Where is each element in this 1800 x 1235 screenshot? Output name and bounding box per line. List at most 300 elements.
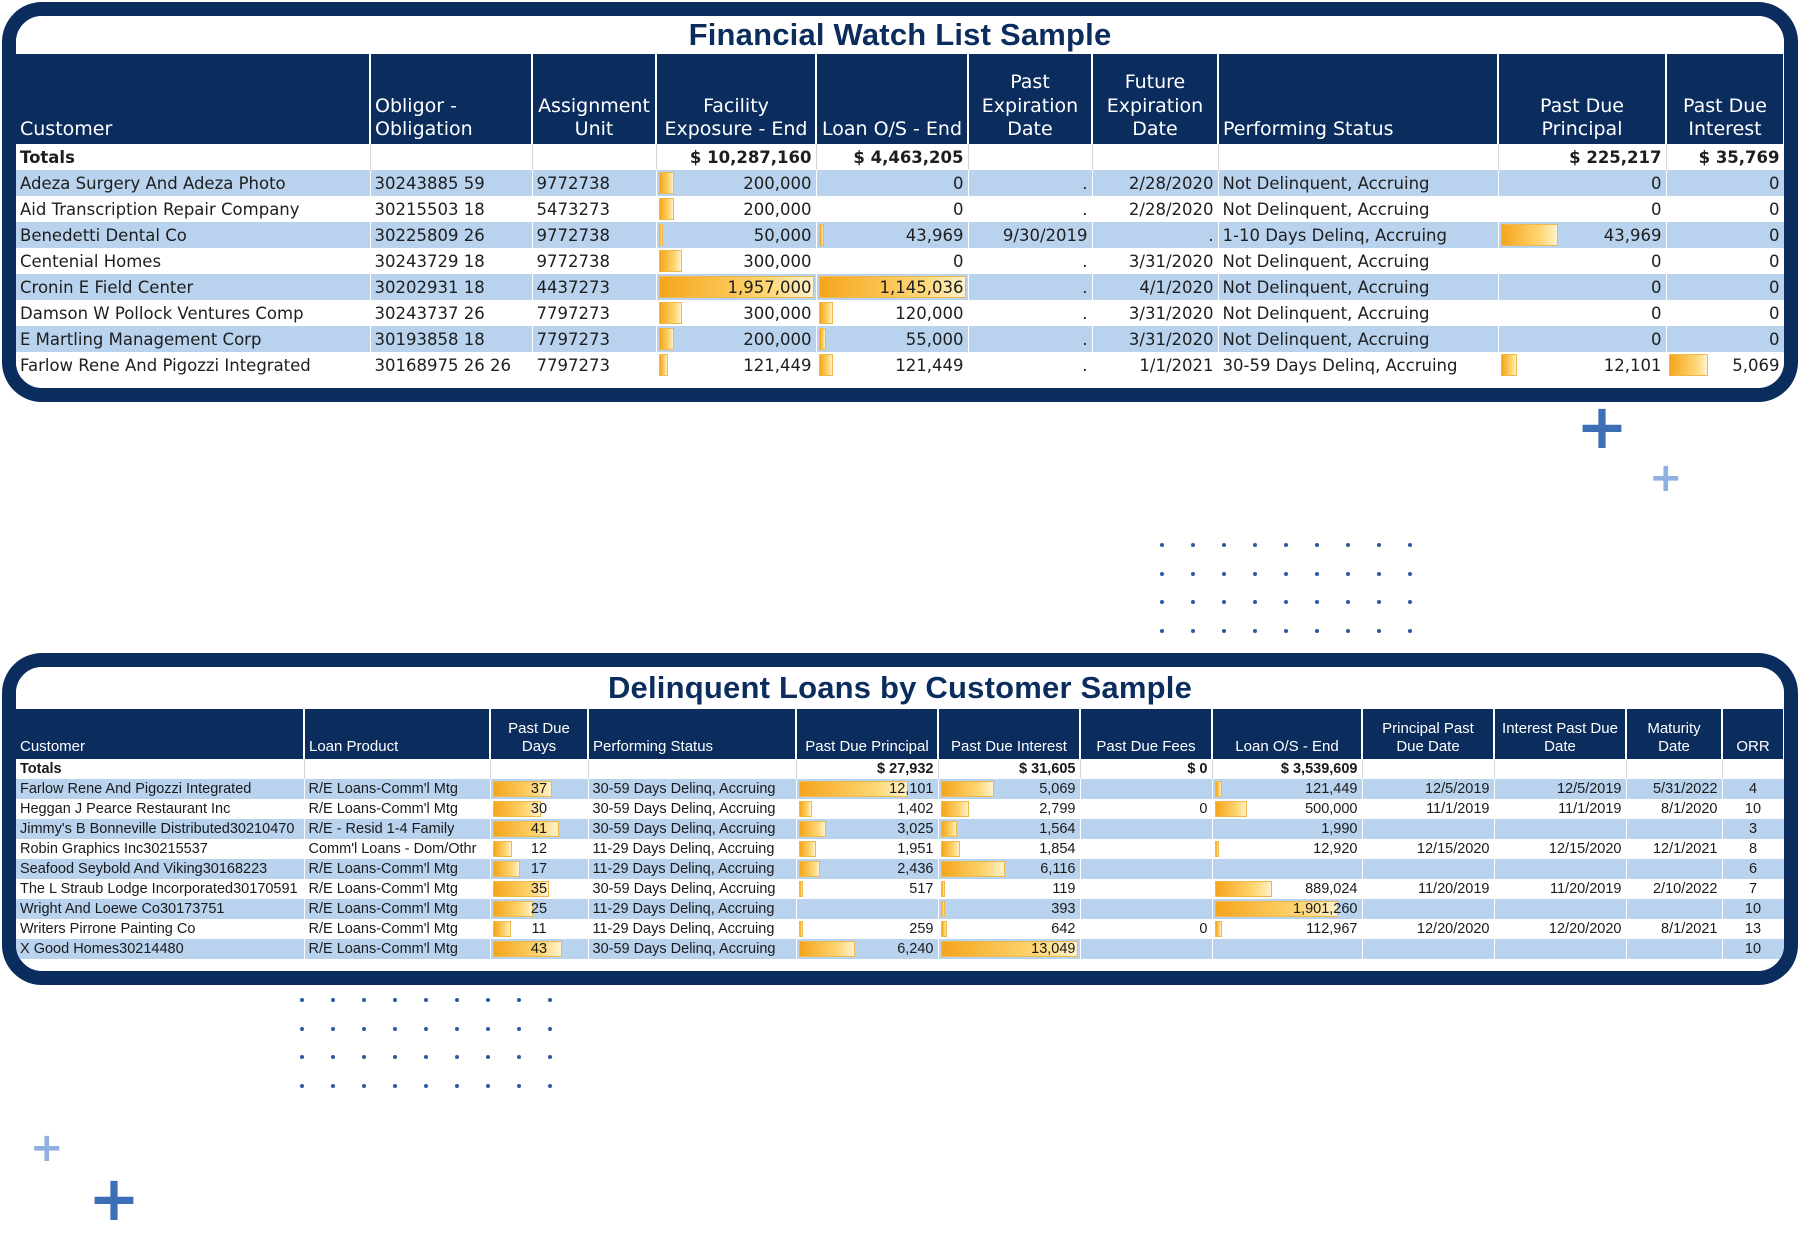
past-expiration-cell <box>968 170 1092 196</box>
loan-cell <box>1212 859 1362 879</box>
obligor-cell <box>370 196 532 222</box>
dot <box>548 1084 552 1088</box>
customer-cell-value: Cronin E Field Center <box>20 277 194 297</box>
status-cell <box>588 919 796 939</box>
col-past-expiration[interactable]: Past Expiration Date <box>968 54 1092 144</box>
customer-cell-value: Farlow Rene And Pigozzi Integrated <box>20 355 311 375</box>
table-row[interactable] <box>16 939 1784 959</box>
past-expiration-cell <box>968 248 1092 274</box>
data-bar <box>659 172 675 194</box>
days-cell <box>490 779 588 799</box>
unit-cell <box>532 326 656 352</box>
customer-cell-value: E Martling Management Corp <box>20 329 262 349</box>
data-bar <box>941 841 960 857</box>
status-cell-value: 11-29 Days Delinq, Accruing <box>592 861 775 877</box>
interest-date-cell <box>1494 799 1626 819</box>
status-cell-value: Not Delinquent, Accruing <box>1222 199 1430 219</box>
dot <box>1160 600 1164 604</box>
dot <box>1222 629 1226 633</box>
dot <box>1346 572 1350 576</box>
dot <box>1191 543 1195 547</box>
obligor-cell-value: 30225809 26 <box>374 225 485 245</box>
orr-cell-value: 4 <box>1748 781 1758 797</box>
data-bar <box>659 250 682 272</box>
interest-cell-value: 642 <box>1051 921 1076 937</box>
data-bar <box>1501 224 1558 246</box>
loan-cell <box>816 300 968 326</box>
unit-cell <box>532 300 656 326</box>
total-past-due-principal: $ 225,217 <box>1498 144 1666 170</box>
col-performing-status[interactable]: Performing Status <box>588 709 796 759</box>
fees-cell-value: 0 <box>1199 801 1208 817</box>
interest-cell-value: 0 <box>1769 329 1780 349</box>
principal-date-cell <box>1362 819 1494 839</box>
obligor-cell <box>370 222 532 248</box>
loan-cell <box>816 222 968 248</box>
future-expiration-cell <box>1092 196 1218 222</box>
data-bar <box>799 841 817 857</box>
table-row[interactable] <box>16 248 1784 274</box>
dot <box>1222 543 1226 547</box>
col-past-due-principal[interactable]: Past Due Principal <box>796 709 938 759</box>
interest-cell-value: 1,564 <box>1039 821 1076 837</box>
col-future-expiration[interactable]: Future Expiration Date <box>1092 54 1218 144</box>
col-loan-os[interactable]: Loan O/S - End <box>816 54 968 144</box>
interest-cell <box>938 839 1080 859</box>
customer-cell <box>16 196 370 222</box>
dot <box>1315 629 1319 633</box>
col-past-due-interest[interactable]: Past Due Interest <box>938 709 1080 759</box>
table-row[interactable] <box>16 779 1784 799</box>
table-row[interactable] <box>16 352 1784 378</box>
dot <box>1191 572 1195 576</box>
obligor-cell <box>370 352 532 378</box>
dot <box>1160 629 1164 633</box>
loan-cell-value: 43,969 <box>905 225 964 245</box>
obligor-cell <box>370 248 532 274</box>
col-facility-exposure[interactable]: Facility Exposure - End <box>656 54 816 144</box>
status-cell <box>588 819 796 839</box>
data-bar <box>493 821 559 837</box>
table-row[interactable] <box>16 274 1784 300</box>
future-expiration-cell <box>1092 274 1218 300</box>
loan-cell-value: 12,920 <box>1313 841 1358 857</box>
status-cell-value: 11-29 Days Delinq, Accruing <box>592 841 775 857</box>
interest-cell-value: 0 <box>1769 277 1780 297</box>
days-cell <box>490 799 588 819</box>
principal-cell-value: 0 <box>1651 277 1662 297</box>
principal-cell <box>1498 248 1666 274</box>
principal-date-cell-value: 11/20/2019 <box>1418 881 1490 897</box>
status-cell <box>1218 274 1498 300</box>
col-past-due-interest[interactable]: Past Due Interest <box>1666 54 1784 144</box>
dot <box>548 998 552 1002</box>
dot <box>393 1055 397 1059</box>
principal-cell-value: 3,025 <box>897 821 934 837</box>
future-expiration-cell <box>1092 352 1218 378</box>
data-bar <box>941 861 1005 877</box>
product-cell <box>304 879 490 899</box>
status-cell <box>1218 248 1498 274</box>
plus-decoration-icon: + <box>88 1162 140 1235</box>
col-maturity-date[interactable]: Maturity Date <box>1626 709 1722 759</box>
col-orr[interactable]: ORR <box>1722 709 1784 759</box>
principal-cell <box>796 859 938 879</box>
col-past-due-days[interactable]: Past Due Days <box>490 709 588 759</box>
customer-cell-value: Aid Transcription Repair Company <box>20 199 300 219</box>
facility-cell <box>656 326 816 352</box>
data-bar <box>941 801 970 817</box>
table-row[interactable] <box>16 879 1784 899</box>
loan-cell-value: 121,449 <box>1305 781 1358 797</box>
principal-cell <box>796 879 938 899</box>
product-cell <box>304 899 490 919</box>
customer-cell <box>16 222 370 248</box>
customer-cell-value: Seafood Seybold And Viking30168223 <box>20 861 268 877</box>
orr-cell-value: 7 <box>1748 881 1758 897</box>
obligor-cell-value: 30168975 26 26 <box>374 355 511 375</box>
loan-cell-value: 1,145,036 <box>879 277 964 297</box>
data-bar <box>1215 921 1222 937</box>
orr-cell <box>1722 939 1784 959</box>
data-bar <box>799 941 856 957</box>
table-row[interactable] <box>16 819 1784 839</box>
days-cell-value: 30 <box>530 801 548 817</box>
loan-cell <box>816 274 968 300</box>
data-bar <box>493 941 563 957</box>
product-cell-value: R/E Loans-Comm'l Mtg <box>308 801 458 817</box>
principal-cell-value: 259 <box>909 921 934 937</box>
status-cell <box>588 899 796 919</box>
data-bar <box>941 881 945 897</box>
principal-cell-value: 12,101 <box>889 781 934 797</box>
data-bar <box>941 921 948 937</box>
product-cell <box>304 859 490 879</box>
dot <box>1377 543 1381 547</box>
orr-cell <box>1722 839 1784 859</box>
dot <box>424 1084 428 1088</box>
table-row[interactable] <box>16 859 1784 879</box>
days-cell-value: 11 <box>531 921 547 937</box>
future-expiration-cell-value: 2/28/2020 <box>1128 173 1214 193</box>
loan-cell-value: 1,990 <box>1321 821 1358 837</box>
status-cell-value: 30-59 Days Delinq, Accruing <box>592 781 776 797</box>
dot <box>1346 629 1350 633</box>
customer-cell-value: Centenial Homes <box>20 251 162 271</box>
principal-cell <box>1498 222 1666 248</box>
delinquent-loans-panel <box>2 653 1798 985</box>
obligor-cell-value: 30215503 18 <box>374 199 485 219</box>
dot <box>1377 600 1381 604</box>
principal-date-cell <box>1362 879 1494 899</box>
data-bar <box>819 354 834 376</box>
past-expiration-cell-value: . <box>1082 329 1088 349</box>
obligor-cell <box>370 274 532 300</box>
unit-cell-value: 9772738 <box>536 225 610 245</box>
dot <box>1315 543 1319 547</box>
table-row[interactable] <box>16 222 1784 248</box>
dot <box>1408 600 1412 604</box>
table-row[interactable] <box>16 300 1784 326</box>
customer-cell-value: Adeza Surgery And Adeza Photo <box>20 173 286 193</box>
maturity-cell <box>1626 779 1722 799</box>
past-expiration-cell <box>968 222 1092 248</box>
product-cell-value: R/E Loans-Comm'l Mtg <box>308 861 458 877</box>
obligor-cell-value: 30243737 26 <box>374 303 485 323</box>
dot <box>1408 629 1412 633</box>
obligor-cell-value: 30202931 18 <box>374 277 485 297</box>
principal-cell <box>796 899 938 919</box>
days-cell <box>490 839 588 859</box>
dot <box>548 1055 552 1059</box>
loan-cell <box>1212 799 1362 819</box>
data-bar <box>1669 354 1709 376</box>
status-cell <box>588 779 796 799</box>
dot <box>1253 629 1257 633</box>
maturity-cell-value: 5/31/2022 <box>1652 781 1718 797</box>
loan-cell <box>1212 879 1362 899</box>
principal-cell-value: 12,101 <box>1603 355 1662 375</box>
total-past-due-fees: $ 0 <box>1080 759 1212 779</box>
dot <box>393 998 397 1002</box>
principal-cell <box>796 919 938 939</box>
interest-date-cell <box>1494 879 1626 899</box>
col-assignment-unit[interactable]: Assignment Unit <box>532 54 656 144</box>
status-cell-value: Not Delinquent, Accruing <box>1222 303 1430 323</box>
orr-cell-value: 10 <box>1744 801 1762 817</box>
interest-date-cell <box>1494 919 1626 939</box>
maturity-cell <box>1626 799 1722 819</box>
loan-cell-value: 120,000 <box>895 303 964 323</box>
customer-cell-value: Jimmy's B Bonneville Distributed30210470 <box>20 821 295 837</box>
col-past-due-principal[interactable]: Past Due Principal <box>1498 54 1666 144</box>
maturity-cell <box>1626 839 1722 859</box>
data-bar <box>1501 354 1517 376</box>
table-row[interactable] <box>16 326 1784 352</box>
principal-cell <box>796 799 938 819</box>
customer-cell <box>16 839 304 859</box>
dot <box>1191 600 1195 604</box>
customer-cell <box>16 274 370 300</box>
principal-cell-value: 6,240 <box>897 941 934 957</box>
facility-cell-value: 121,449 <box>743 355 812 375</box>
status-cell-value: 11-29 Days Delinq, Accruing <box>592 901 775 917</box>
customer-cell <box>16 919 304 939</box>
maturity-cell-value: 8/1/2021 <box>1661 921 1718 937</box>
data-bar <box>799 801 812 817</box>
table-row[interactable] <box>16 799 1784 819</box>
customer-cell <box>16 899 304 919</box>
future-expiration-cell <box>1092 170 1218 196</box>
interest-cell-value: 393 <box>1051 901 1076 917</box>
principal-cell-value: 43,969 <box>1603 225 1662 245</box>
data-bar <box>941 901 945 917</box>
data-bar <box>659 328 675 350</box>
future-expiration-cell-value: 3/31/2020 <box>1128 251 1214 271</box>
orr-cell <box>1722 859 1784 879</box>
future-expiration-cell-value: . <box>1208 225 1214 245</box>
principal-date-cell <box>1362 939 1494 959</box>
past-expiration-cell-value: . <box>1082 355 1088 375</box>
orr-cell-value: 10 <box>1744 901 1762 917</box>
principal-date-cell <box>1362 919 1494 939</box>
total-loan-os: $ 3,539,609 <box>1212 759 1362 779</box>
principal-cell <box>796 839 938 859</box>
status-cell <box>588 939 796 959</box>
past-expiration-cell-value: . <box>1082 251 1088 271</box>
interest-date-cell-value: 12/5/2019 <box>1556 781 1622 797</box>
dot <box>455 1084 459 1088</box>
loan-cell-value: 889,024 <box>1305 881 1358 897</box>
principal-cell <box>1498 170 1666 196</box>
status-cell <box>1218 352 1498 378</box>
obligor-cell-value: 30193858 18 <box>374 329 485 349</box>
plus-decoration-icon: + <box>1576 390 1628 463</box>
data-bar <box>941 781 994 797</box>
interest-date-cell <box>1494 819 1626 839</box>
dot <box>517 998 521 1002</box>
days-cell-value: 12 <box>530 841 548 857</box>
dot <box>300 1084 304 1088</box>
interest-cell <box>938 779 1080 799</box>
interest-cell-value: 0 <box>1769 251 1780 271</box>
interest-cell-value: 1,854 <box>1039 841 1076 857</box>
facility-cell <box>656 248 816 274</box>
interest-cell <box>1666 300 1784 326</box>
future-expiration-cell-value: 3/31/2020 <box>1128 303 1214 323</box>
future-expiration-cell <box>1092 222 1218 248</box>
dot <box>300 1027 304 1031</box>
col-past-due-fees[interactable]: Past Due Fees <box>1080 709 1212 759</box>
col-customer[interactable]: Customer <box>16 54 370 144</box>
header-row <box>16 709 1784 759</box>
orr-cell-value: 8 <box>1748 841 1758 857</box>
past-expiration-cell <box>968 274 1092 300</box>
interest-cell <box>1666 248 1784 274</box>
data-bar <box>1215 801 1247 817</box>
interest-date-cell <box>1494 859 1626 879</box>
product-cell-value: R/E Loans-Comm'l Mtg <box>308 881 458 897</box>
past-expiration-cell-value: 9/30/2019 <box>1002 225 1088 245</box>
status-cell-value: 1-10 Days Delinq, Accruing <box>1222 225 1447 245</box>
customer-cell-value: Damson W Pollock Ventures Comp <box>20 303 304 323</box>
fees-cell <box>1080 859 1212 879</box>
customer-cell-value: Heggan J Pearce Restaurant Inc <box>20 801 231 817</box>
interest-cell <box>1666 222 1784 248</box>
loan-cell <box>1212 779 1362 799</box>
dot <box>1222 572 1226 576</box>
obligor-cell <box>370 170 532 196</box>
unit-cell-value: 7797273 <box>536 303 610 323</box>
data-bar <box>1215 841 1219 857</box>
table-row[interactable] <box>16 196 1784 222</box>
fees-cell <box>1080 879 1212 899</box>
unit-cell <box>532 170 656 196</box>
col-principal-past-due-date[interactable]: Principal Past Due Date <box>1362 709 1494 759</box>
dot <box>1284 572 1288 576</box>
dot <box>1253 572 1257 576</box>
col-interest-past-due-date[interactable]: Interest Past Due Date <box>1494 709 1626 759</box>
maturity-cell <box>1626 819 1722 839</box>
facility-cell <box>656 300 816 326</box>
loan-cell-value: 121,449 <box>895 355 964 375</box>
dot-grid-decoration <box>300 998 554 1090</box>
col-performing-status[interactable]: Performing Status <box>1218 54 1498 144</box>
col-obligor[interactable]: Obligor - Obligation <box>370 54 532 144</box>
table-row[interactable] <box>16 839 1784 859</box>
product-cell-value: R/E Loans-Comm'l Mtg <box>308 781 458 797</box>
facility-cell-value: 200,000 <box>743 329 812 349</box>
customer-cell <box>16 939 304 959</box>
status-cell-value: 30-59 Days Delinq, Accruing <box>592 821 776 837</box>
unit-cell <box>532 222 656 248</box>
customer-cell <box>16 352 370 378</box>
dot <box>1284 600 1288 604</box>
dot <box>300 998 304 1002</box>
dot <box>1284 543 1288 547</box>
days-cell <box>490 859 588 879</box>
interest-cell <box>938 859 1080 879</box>
dot <box>1284 629 1288 633</box>
days-cell-value: 41 <box>530 821 548 837</box>
past-expiration-cell <box>968 196 1092 222</box>
principal-cell-value: 2,436 <box>897 861 934 877</box>
interest-date-cell <box>1494 839 1626 859</box>
unit-cell <box>532 248 656 274</box>
past-expiration-cell-value: . <box>1082 277 1088 297</box>
dot <box>1346 543 1350 547</box>
data-bar <box>493 841 513 857</box>
past-expiration-cell-value: . <box>1082 199 1088 219</box>
table-row[interactable] <box>16 919 1784 939</box>
status-cell-value: 30-59 Days Delinq, Accruing <box>592 941 776 957</box>
data-bar <box>799 881 803 897</box>
col-customer[interactable]: Customer <box>16 709 304 759</box>
dot <box>331 998 335 1002</box>
total-loan-os: $ 4,463,205 <box>816 144 968 170</box>
future-expiration-cell-value: 2/28/2020 <box>1128 199 1214 219</box>
interest-cell <box>938 819 1080 839</box>
col-loan-product[interactable]: Loan Product <box>304 709 490 759</box>
principal-cell <box>796 819 938 839</box>
interest-cell-value: 6,116 <box>1040 861 1076 877</box>
plus-decoration-icon: + <box>1649 455 1683 501</box>
dot <box>1315 600 1319 604</box>
customer-cell <box>16 326 370 352</box>
interest-cell-value: 0 <box>1769 225 1780 245</box>
fees-cell <box>1080 839 1212 859</box>
data-bar <box>659 198 675 220</box>
loan-cell-value: 112,967 <box>1306 921 1358 937</box>
product-cell <box>304 779 490 799</box>
loan-cell <box>816 196 968 222</box>
dot <box>517 1055 521 1059</box>
data-bar <box>819 224 825 246</box>
orr-cell-value: 13 <box>1744 921 1762 937</box>
dot <box>1191 629 1195 633</box>
totals-row <box>16 759 1784 779</box>
interest-cell <box>1666 352 1784 378</box>
unit-cell-value: 9772738 <box>536 251 610 271</box>
customer-cell <box>16 819 304 839</box>
unit-cell-value: 7797273 <box>536 355 610 375</box>
col-loan-os[interactable]: Loan O/S - End <box>1212 709 1362 759</box>
table-row[interactable] <box>16 170 1784 196</box>
dot <box>362 998 366 1002</box>
dot <box>1315 572 1319 576</box>
table-row[interactable] <box>16 899 1784 919</box>
unit-cell <box>532 274 656 300</box>
